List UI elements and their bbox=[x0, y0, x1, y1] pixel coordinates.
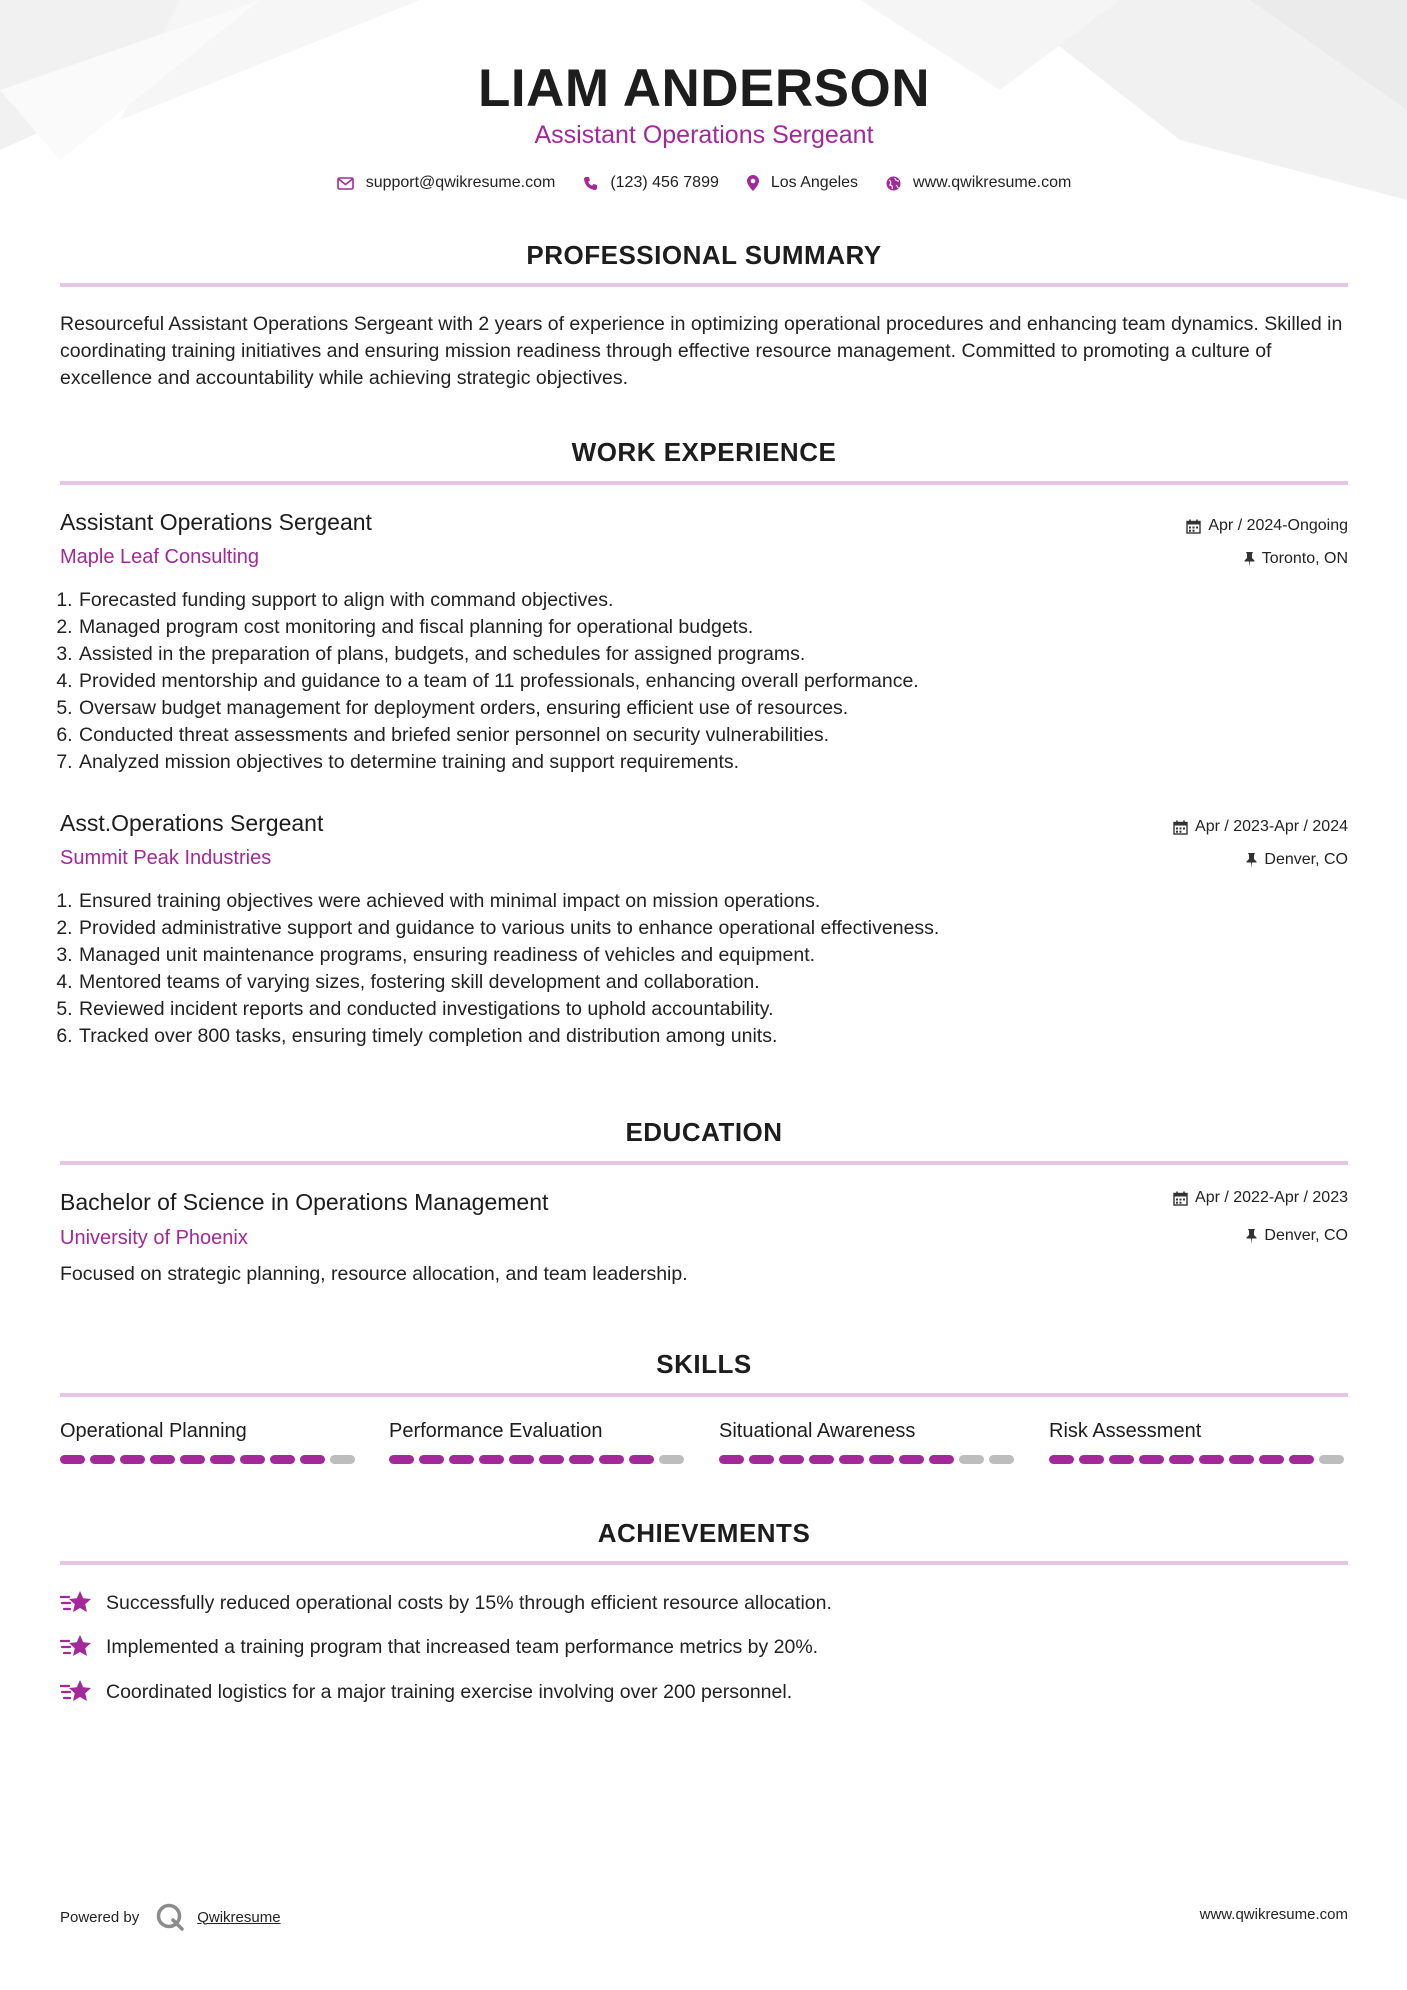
job-bullet: 2. Managed program cost monitoring and fiscal planning for operational budgets. bbox=[78, 614, 1348, 641]
qwikresume-logo-icon bbox=[155, 1902, 185, 1932]
skill-meter bbox=[1049, 1455, 1349, 1464]
powered-by-label: Powered by bbox=[60, 1908, 140, 1926]
skill-level-segment bbox=[150, 1455, 175, 1464]
map-marker-icon bbox=[747, 175, 759, 191]
skill-level-segment bbox=[779, 1455, 804, 1464]
skill-item bbox=[389, 1420, 689, 1464]
education-location-text: Denver, CO bbox=[1264, 1227, 1348, 1244]
skill-meter bbox=[719, 1455, 1019, 1464]
skill-level-segment bbox=[300, 1455, 325, 1464]
experience-heading: WORK EXPERIENCE bbox=[571, 437, 837, 467]
job-bullet: 5. Oversaw budget management for deployment orders, ensuring efficient use of resources. bbox=[78, 695, 1348, 722]
skill-level-segment bbox=[749, 1455, 774, 1464]
pin-icon bbox=[1246, 853, 1257, 868]
achievement-text: Coordinated logistics for a major training exercise involving over 200 personnel. bbox=[106, 1680, 793, 1703]
job-title: Asst.Operations Sergeant bbox=[60, 810, 324, 836]
job-bullet: 4. Provided mentorship and guidance to a team of 11 professionals, enhancing overall performance. bbox=[78, 668, 1348, 695]
education-heading: EDUCATION bbox=[625, 1117, 783, 1147]
phone-icon bbox=[583, 176, 598, 191]
achievements-divider bbox=[60, 1561, 1348, 1565]
job-bullet: 5. Reviewed incident reports and conducted investigations to uphold accountability. bbox=[78, 996, 1348, 1023]
skill-level-segment bbox=[1079, 1455, 1104, 1464]
skills-heading: SKILLS bbox=[656, 1349, 752, 1379]
skill-item bbox=[719, 1420, 1019, 1464]
skills-divider bbox=[60, 1393, 1348, 1397]
envelope-icon bbox=[337, 177, 354, 190]
contact-website[interactable] bbox=[886, 174, 1071, 192]
candidate-name: LIAM ANDERSON bbox=[477, 59, 931, 118]
job-bullet: 1. Forecasted funding support to align with command objectives. bbox=[78, 587, 1348, 614]
job-bullet: 6. Conducted threat assessments and briefed senior personnel on security vulnerabilities. bbox=[78, 722, 1348, 749]
contact-bar bbox=[60, 174, 1348, 192]
skill-level-segment bbox=[479, 1455, 504, 1464]
education-location bbox=[1246, 1227, 1348, 1245]
skill-level-segment bbox=[1289, 1455, 1314, 1464]
calendar-icon bbox=[1173, 820, 1188, 835]
skill-level-segment bbox=[449, 1455, 474, 1464]
email-text: support@qwikresume.com bbox=[365, 174, 556, 191]
skill-level-segment bbox=[569, 1455, 594, 1464]
footer-powered-by bbox=[60, 1902, 281, 1932]
job-bullet: 3. Assisted in the preparation of plans, budgets, and schedules for assigned programs. bbox=[78, 641, 1348, 668]
job-location-text: Denver, CO bbox=[1264, 851, 1348, 868]
skill-level-segment bbox=[240, 1455, 265, 1464]
skill-level-segment bbox=[1199, 1455, 1224, 1464]
job-bullets bbox=[60, 888, 1348, 1050]
skill-level-segment bbox=[1139, 1455, 1164, 1464]
skill-level-segment bbox=[60, 1455, 85, 1464]
skill-level-segment bbox=[1049, 1455, 1074, 1464]
skill-level-segment bbox=[719, 1455, 744, 1464]
skill-level-segment bbox=[270, 1455, 295, 1464]
achievement-text: Implemented a training program that increased team performance metrics by 20%. bbox=[106, 1635, 819, 1658]
contact-location bbox=[747, 174, 858, 192]
skill-level-segment bbox=[869, 1455, 894, 1464]
skill-level-segment bbox=[1319, 1455, 1344, 1464]
skill-name: Risk Assessment bbox=[1049, 1420, 1202, 1442]
achievement-item bbox=[60, 1634, 818, 1660]
degree-title: Bachelor of Science in Operations Management bbox=[60, 1189, 549, 1215]
qwikresume-link[interactable]: Qwikresume bbox=[197, 1908, 281, 1926]
job-dates-text: Apr / 2023-Apr / 2024 bbox=[1195, 818, 1348, 835]
skill-item bbox=[60, 1420, 360, 1464]
skill-level-segment bbox=[989, 1455, 1014, 1464]
skill-level-segment bbox=[599, 1455, 624, 1464]
skill-name: Situational Awareness bbox=[719, 1420, 916, 1442]
job-dates bbox=[1186, 517, 1348, 535]
skill-level-segment bbox=[389, 1455, 414, 1464]
skill-level-segment bbox=[210, 1455, 235, 1464]
pin-icon bbox=[1244, 552, 1255, 567]
contact-phone[interactable] bbox=[583, 174, 719, 192]
education-dates bbox=[1173, 1189, 1348, 1207]
skill-level-segment bbox=[330, 1455, 355, 1464]
globe-icon bbox=[886, 176, 901, 191]
skill-level-segment bbox=[180, 1455, 205, 1464]
skill-level-segment bbox=[419, 1455, 444, 1464]
skill-level-segment bbox=[659, 1455, 684, 1464]
job-company: Maple Leaf Consulting bbox=[60, 546, 260, 568]
skill-meter bbox=[389, 1455, 689, 1464]
skill-level-segment bbox=[629, 1455, 654, 1464]
skill-level-segment bbox=[959, 1455, 984, 1464]
job-bullet: 2. Provided administrative support and guidance to various units to enhance operational effectiveness. bbox=[78, 915, 1348, 942]
job-bullet: 7. Analyzed mission objectives to determine training and support requirements. bbox=[78, 749, 1348, 776]
job-bullet: 6. Tracked over 800 tasks, ensuring timely completion and distribution among units. bbox=[78, 1023, 1348, 1050]
job-title: Assistant Operations Sergeant bbox=[60, 509, 372, 535]
job-bullet: 3. Managed unit maintenance programs, ensuring readiness of vehicles and equipment. bbox=[78, 942, 1348, 969]
achievements-heading: ACHIEVEMENTS bbox=[597, 1518, 811, 1548]
star-icon bbox=[60, 1679, 92, 1705]
skill-level-segment bbox=[899, 1455, 924, 1464]
skill-level-segment bbox=[1109, 1455, 1134, 1464]
skill-level-segment bbox=[929, 1455, 954, 1464]
location-text: Los Angeles bbox=[770, 174, 859, 191]
achievement-item bbox=[60, 1590, 832, 1616]
skill-level-segment bbox=[809, 1455, 834, 1464]
achievement-item bbox=[60, 1679, 792, 1705]
skill-level-segment bbox=[839, 1455, 864, 1464]
experience-divider bbox=[60, 481, 1348, 485]
job-dates-text: Apr / 2024-Ongoing bbox=[1208, 517, 1348, 534]
calendar-icon bbox=[1186, 519, 1201, 534]
skill-level-segment bbox=[509, 1455, 534, 1464]
job-location bbox=[1246, 851, 1348, 869]
summary-divider bbox=[60, 283, 1348, 287]
summary-text: Resourceful Assistant Operations Sergeant with 2 years of experience in optimizing operational procedures and enhancing team dynamics. Skilled in coordinating training initiatives and ensuring mission readiness through effective resource management. Committed to promoting a culture of excellence and accountability while achieving strategic objectives. bbox=[60, 313, 1343, 389]
website-text: www.qwikresume.com bbox=[913, 174, 1072, 191]
phone-text: (123) 456 7899 bbox=[610, 174, 719, 191]
candidate-title: Assistant Operations Sergeant bbox=[534, 121, 874, 149]
skill-level-segment bbox=[539, 1455, 564, 1464]
education-description: Focused on strategic planning, resource allocation, and team leadership. bbox=[60, 1263, 688, 1285]
skill-level-segment bbox=[1169, 1455, 1194, 1464]
job-bullet: 1. Ensured training objectives were achieved with minimal impact on mission operations. bbox=[78, 888, 1348, 915]
skill-item bbox=[1049, 1420, 1349, 1464]
calendar-icon bbox=[1173, 1191, 1188, 1206]
footer-website[interactable]: www.qwikresume.com bbox=[1199, 1906, 1348, 1923]
pin-icon bbox=[1246, 1229, 1257, 1244]
job-location-text: Toronto, ON bbox=[1261, 550, 1348, 567]
education-divider bbox=[60, 1161, 1348, 1165]
skill-level-segment bbox=[90, 1455, 115, 1464]
education-dates-text: Apr / 2022-Apr / 2023 bbox=[1195, 1189, 1348, 1206]
skill-level-segment bbox=[1229, 1455, 1254, 1464]
skill-name: Operational Planning bbox=[60, 1420, 247, 1442]
summary-heading: PROFESSIONAL SUMMARY bbox=[526, 240, 882, 270]
job-dates bbox=[1173, 818, 1348, 836]
skill-level-segment bbox=[1259, 1455, 1284, 1464]
star-icon bbox=[60, 1590, 92, 1616]
star-icon bbox=[60, 1634, 92, 1660]
skill-meter bbox=[60, 1455, 360, 1464]
achievement-text: Successfully reduced operational costs by 15% through efficient resource allocation. bbox=[106, 1591, 832, 1614]
school-name: University of Phoenix bbox=[60, 1227, 248, 1249]
skill-name: Performance Evaluation bbox=[389, 1420, 603, 1442]
skill-level-segment bbox=[120, 1455, 145, 1464]
job-bullet: 4. Mentored teams of varying sizes, fostering skill development and collaboration. bbox=[78, 969, 1348, 996]
job-location bbox=[1244, 550, 1348, 568]
job-bullets bbox=[60, 587, 1348, 776]
contact-email[interactable] bbox=[337, 174, 556, 192]
job-company: Summit Peak Industries bbox=[60, 847, 272, 869]
